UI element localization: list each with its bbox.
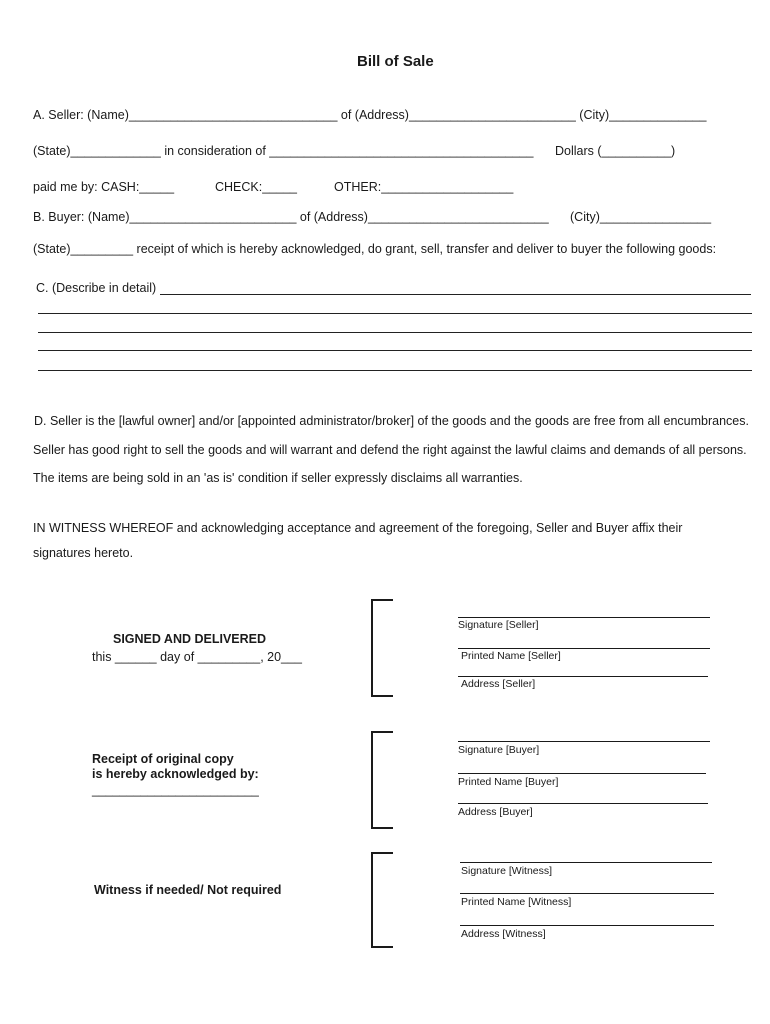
seller-address-label: Address [Seller] — [461, 678, 536, 690]
witness-signature-line — [460, 862, 712, 863]
terms-line-2: Seller has good right to sell the goods and will warrant and defend the right against the lawful claims and demands of all persons. — [33, 443, 747, 457]
witness-printed-label: Printed Name [Witness] — [461, 896, 572, 908]
payment-cash: paid me by: CASH:_____ — [33, 180, 175, 194]
describe-label: C. (Describe in detail) — [36, 281, 157, 295]
seller-address-line — [458, 676, 708, 677]
buyer-signature-label: Signature [Buyer] — [458, 744, 540, 756]
describe-line-0 — [160, 294, 751, 295]
receipt-line-2: is hereby acknowledged by: — [92, 767, 259, 781]
buyer-line-1: B. Buyer: (Name)________________________ of (Address)__________________________ — [33, 210, 549, 224]
describe-line-1 — [38, 313, 752, 314]
witness-address-line — [460, 925, 714, 926]
describe-line-4 — [38, 370, 752, 371]
witness-clause-1: IN WITNESS WHEREOF and acknowledging acceptance and agreement of the foregoing, Seller and Buyer affix their — [33, 521, 683, 535]
terms-line-1: D. Seller is the [lawful owner] and/or [appointed administrator/broker] of the goods and the goods are free from all encumbrances. — [34, 414, 749, 428]
buyer-address-line — [458, 803, 708, 804]
seller-printed-label: Printed Name [Seller] — [461, 650, 561, 662]
seller-line-2: (State)_____________ in consideration of ______________________________________ — [33, 144, 534, 158]
seller-signature-line — [458, 617, 710, 618]
buyer-printed-line — [458, 773, 706, 774]
buyer-printed-label: Printed Name [Buyer] — [458, 776, 559, 788]
witness-needed-label: Witness if needed/ Not required — [94, 883, 282, 897]
receipt-line-3: ________________________ — [92, 783, 259, 797]
witness-bracket — [371, 852, 393, 948]
payment-other: OTHER:___________________ — [334, 180, 514, 194]
witness-printed-line — [460, 893, 714, 894]
buyer-bracket — [371, 731, 393, 829]
witness-clause-2: signatures hereto. — [33, 546, 134, 560]
terms-line-3: The items are being sold in an 'as is' condition if seller expressly disclaims all warranties. — [33, 471, 523, 485]
seller-signature-label: Signature [Seller] — [458, 619, 539, 631]
witness-address-label: Address [Witness] — [461, 928, 546, 940]
seller-bracket — [371, 599, 393, 697]
describe-line-3 — [38, 350, 752, 351]
seller-line-1: A. Seller: (Name)______________________________ of (Address)________________________ (City)______________ — [33, 108, 707, 122]
document-title: Bill of Sale — [357, 53, 434, 70]
describe-line-2 — [38, 332, 752, 333]
seller-printed-line — [458, 648, 710, 649]
payment-check: CHECK:_____ — [215, 180, 297, 194]
signed-heading: SIGNED AND DELIVERED — [113, 632, 267, 646]
buyer-line-2: (State)_________ receipt of which is hereby acknowledged, do grant, sell, transfer and deliver to buyer the following goods: — [33, 242, 717, 256]
receipt-line-1: Receipt of original copy — [92, 752, 234, 766]
buyer-address-label: Address [Buyer] — [458, 806, 533, 818]
buyer-city: (City)________________ — [570, 210, 712, 224]
dollars-field: Dollars (__________) — [555, 144, 676, 158]
signed-date-line: this ______ day of _________, 20___ — [92, 650, 302, 664]
buyer-signature-line — [458, 741, 710, 742]
witness-signature-label: Signature [Witness] — [461, 865, 553, 877]
